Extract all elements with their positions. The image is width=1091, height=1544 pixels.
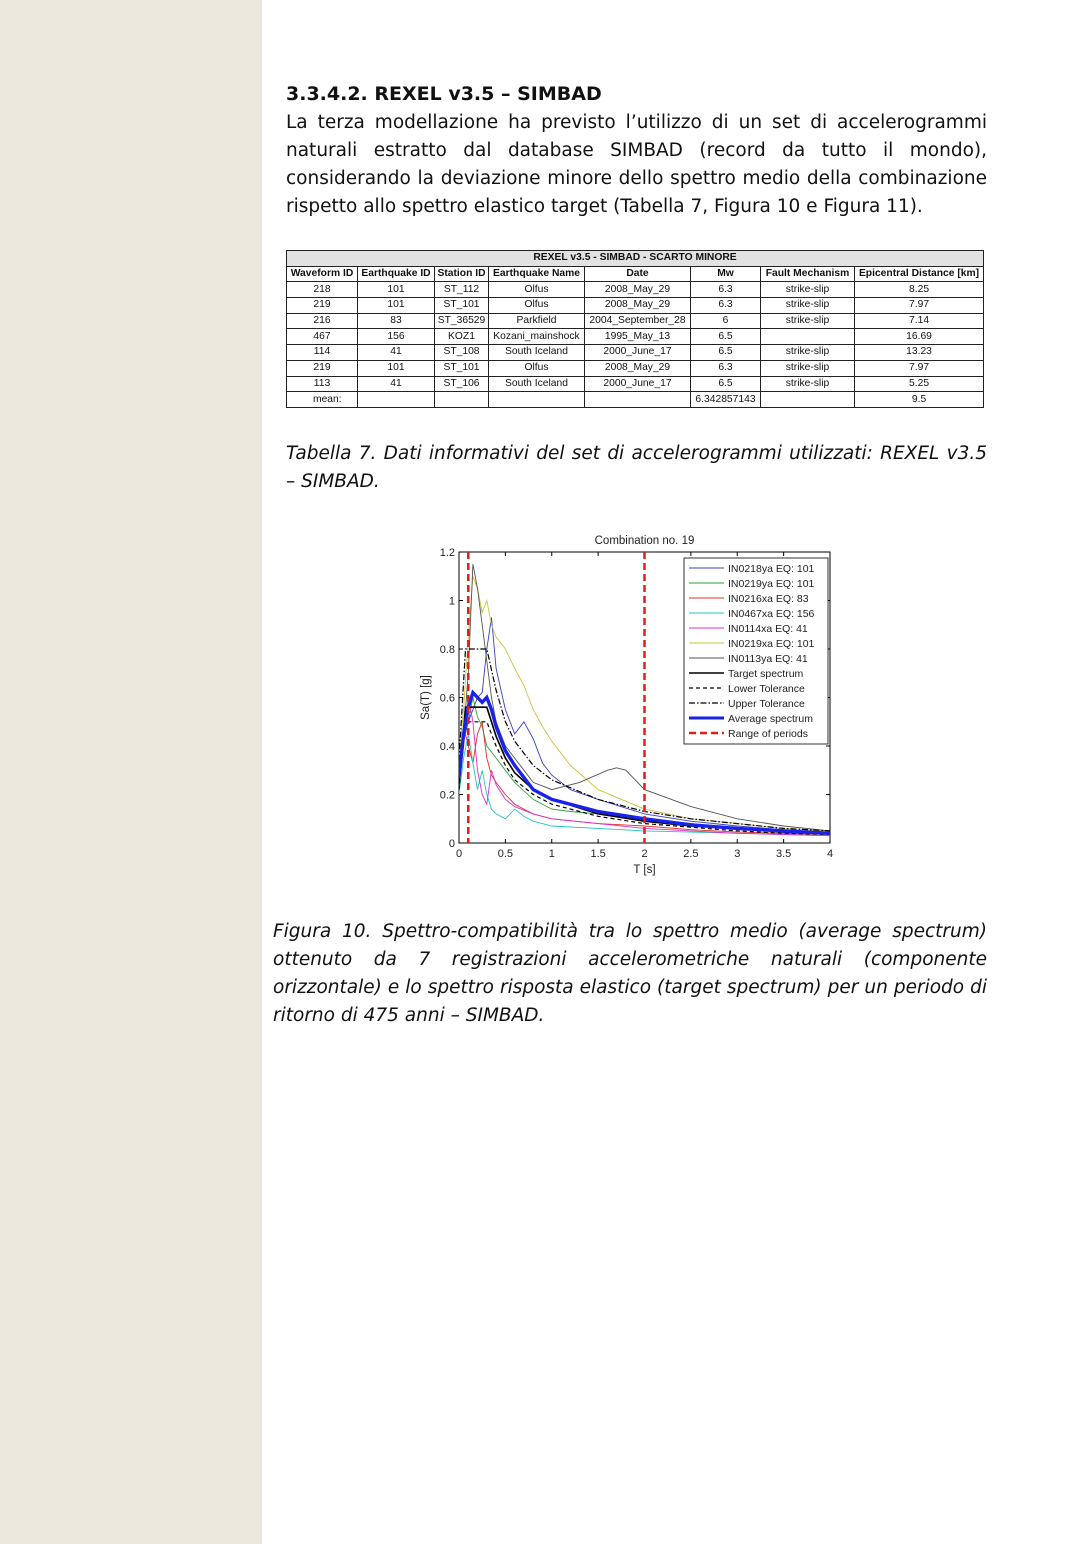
table-cell: strike-slip [761,313,855,329]
x-tick-label: 0.5 [497,848,514,860]
table-cell: 2000_June_17 [585,376,691,392]
table-cell: Olfus [489,298,585,314]
table-cell: South Iceland [489,376,585,392]
table-cell: KOZ1 [435,329,489,345]
legend-entry: Range of periods [728,728,808,740]
legend-entry: IN0467xa EQ: 156 [728,608,815,620]
y-axis-label: Sa(T) [g] [420,675,432,720]
table-row [287,282,984,298]
table-cell: 2008_May_29 [585,360,691,376]
table-cell: Olfus [489,360,585,376]
table-cell: 6.3 [691,282,761,298]
table-cell: 216 [287,313,358,329]
table-header: Waveform ID [287,266,358,282]
table-row [287,360,984,376]
mean-distance: 9.5 [855,392,984,408]
x-tick-label: 4 [826,848,834,860]
x-tick-label: 3 [734,848,741,860]
y-tick-label: 0 [448,838,455,850]
data-table [286,250,984,408]
table-cell: 7.97 [855,360,984,376]
table-cell: 2000_June_17 [585,345,691,361]
table-header: Fault Mechanism [761,266,855,282]
section-heading: 3.3.4.2. REXEL v3.5 – SIMBAD [286,83,602,105]
table-cell: 218 [287,282,358,298]
table-row [287,313,984,329]
table-cell: strike-slip [761,376,855,392]
table-cell: 219 [287,360,358,376]
x-tick-label: 0 [455,848,463,860]
x-axis-label: T [s] [633,864,656,876]
table-header: Earthquake ID [358,266,435,282]
table-cell: strike-slip [761,298,855,314]
table-cell: ST_108 [435,345,489,361]
table-cell: 467 [287,329,358,345]
legend-entry: IN0113ya EQ: 41 [728,653,808,665]
table-cell: 1995_May_13 [585,329,691,345]
table-cell: 6 [691,313,761,329]
table-cell: 101 [358,282,435,298]
table-cell: 5.25 [855,376,984,392]
table-cell: 101 [358,298,435,314]
x-tick-label: 1 [548,848,555,860]
table-cell: Olfus [489,282,585,298]
table-cell: 41 [358,345,435,361]
section-paragraph: La terza modellazione ha previsto l’utilizzo di un set di accelerogrammi naturali estratto dal database SIMBAD (record da tutto il mondo), considerando la deviazione minore dello spettro medio della combinazione rispetto allo spettro elastico target (Tabella 7, Figura 10 e Figura 11). [286,112,987,217]
table-header: Station ID [435,266,489,282]
legend-entry: Lower Tolerance [728,683,805,695]
x-tick-label: 2.5 [683,848,699,860]
table-row [287,298,984,314]
table-cell: 6.5 [691,329,761,345]
table-cell: 156 [358,329,435,345]
y-tick-label: 0.8 [439,644,455,656]
table-cell: strike-slip [761,345,855,361]
legend-entry: IN0219ya EQ: 101 [728,578,815,590]
table-cell [761,329,855,345]
legend-entry: IN0219xa EQ: 101 [728,638,815,650]
legend-entry: IN0114xa EQ: 41 [728,623,808,635]
spectrum-chart [413,528,853,883]
table-cell: 6.5 [691,376,761,392]
table-header: Earthquake Name [489,266,585,282]
table-cell: 41 [358,376,435,392]
table-header: Mw [691,266,761,282]
table-cell: Kozani_mainshock [489,329,585,345]
x-tick-label: 3.5 [775,848,792,860]
legend-entry: IN0216xa EQ: 83 [728,593,809,605]
x-tick-label: 1.5 [590,848,606,860]
table-cell: 2008_May_29 [585,282,691,298]
legend-entry: Target spectrum [728,668,804,680]
table-cell: 7.14 [855,313,984,329]
table-cell: 2008_May_29 [585,298,691,314]
legend-entry: Upper Tolerance [728,698,805,710]
page-sidebar-strip [0,0,262,1544]
table-cell: South Iceland [489,345,585,361]
table-cell: strike-slip [761,282,855,298]
table-header: Date [585,266,691,282]
table-cell: 6.5 [691,345,761,361]
legend-entry: IN0218ya EQ: 101 [728,563,815,575]
table-row [287,329,984,345]
table-cell: 7.97 [855,298,984,314]
table-cell: 8.25 [855,282,984,298]
table-cell: 101 [358,360,435,376]
table-cell: 219 [287,298,358,314]
table-cell: ST_101 [435,360,489,376]
table-mean-row [287,392,984,408]
table-cell: ST_101 [435,298,489,314]
y-tick-label: 1.2 [439,547,455,559]
legend-entry: Average spectrum [728,713,814,725]
table-cell: Parkfield [489,313,585,329]
table-cell: 114 [287,345,358,361]
table-cell: 13.23 [855,345,984,361]
mean-mw: 6.342857143 [691,392,761,408]
y-tick-label: 0.2 [439,789,455,802]
table-caption: Tabella 7. Dati informativi del set di accelerogrammi utilizzati: REXEL v3.5 – SIMBAD. [286,443,987,492]
y-tick-label: 0.4 [439,741,455,753]
chart-title: Combination no. 19 [594,535,695,547]
table-title: REXEL v3.5 - SIMBAD - SCARTO MINORE [287,251,984,267]
figure-caption: Figura 10. Spettro-compatibilità tra lo spettro medio (average spectrum) ottenuto da 7 registrazioni accelerometriche naturali (componente orizzontale) e lo spettro risposta elastico (target spectrum) per un periodo di ritorno di 475 anni – SIMBAD. [273,921,987,1026]
table-header: Epicentral Distance [km] [855,266,984,282]
table-cell: ST_106 [435,376,489,392]
mean-label: mean: [287,392,358,408]
table-cell: ST_112 [435,282,489,298]
table-row [287,376,984,392]
table-cell: 2004_September_28 [585,313,691,329]
y-tick-label: 1 [448,595,455,608]
table-row [287,345,984,361]
y-tick-label: 0.6 [439,692,455,705]
table-cell: strike-slip [761,360,855,376]
table-cell: 83 [358,313,435,329]
x-tick-label: 2 [641,848,648,860]
table-cell: 6.3 [691,298,761,314]
table-cell: 6.3 [691,360,761,376]
table-cell: 16.69 [855,329,984,345]
table-cell: ST_36529 [435,313,489,329]
table-cell: 113 [287,376,358,392]
